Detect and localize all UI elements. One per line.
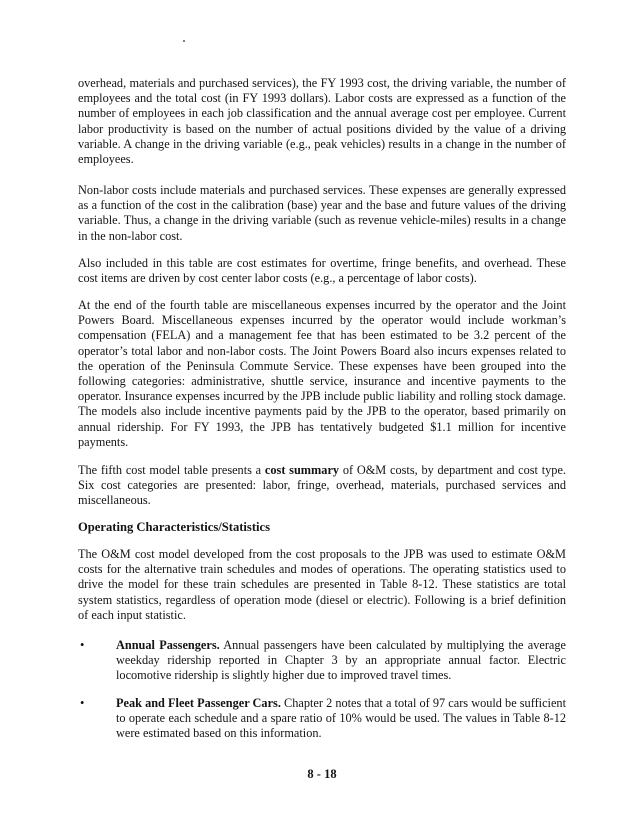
paragraph-text: The O&M cost model developed from the cost proposals to the JPB was used to estimate O&M costs for the alternative train schedules and modes of operations. The operating statistics used to drive the model for these train schedules are presented in Table 8-12. These statistics are total system statistics, regardless of operation mode (diesel or electric). Following is a brief definition of each input statistic.: [78, 547, 566, 622]
bullet-marker: •: [80, 696, 85, 710]
summary-bold-term: cost summary: [264, 463, 340, 477]
paragraph-text: overhead, materials and purchased services), the FY 1993 cost, the driving variable, the number of employees and the total cost (in FY 1993 dollars). Labor costs are expressed as a function of the number of employees in each job classification and the annual average cost per employee. Current labor productivity is based on the number of actual positions divided by the value of a driving variable. A change in the driving variable (e.g., peak vehicles) results in a change in the number of employees.: [78, 76, 566, 167]
scan-speck: [183, 40, 185, 42]
paragraph-operating-statistics: [78, 547, 566, 623]
bullet-text: [116, 696, 566, 742]
paragraph-text: Also included in this table are cost estimates for overtime, fringe benefits, and overhead. These cost items are driven by cost center labor costs (e.g., a percentage of labor costs).: [78, 256, 566, 286]
bullet-term: Annual Passengers.: [116, 638, 220, 652]
bullet-description: Chapter 2 notes that a total of 97 cars would be sufficient to operate each schedule and a spare ratio of 10% would be used. The values in Table 8-12 were estimated based on this information.: [116, 696, 566, 741]
paragraph-text: At the end of the fourth table are miscellaneous expenses incurred by the operator and the Joint Powers Board. Miscellaneous expenses incurred by the operator would include workman’s compensation (FELA) and a management fee that has been estimated to be 3.2 percent of the operator’s total labor and non-labor costs. The Joint Powers Board also incurs expenses related to the operation of the Peninsula Commute Service. These expenses have been grouped into the following categories: administrative, shuttle service, insurance and incentive payments to the operator. Insurance expenses incurred by the JPB include public liability and rolling stock damage. The models also include incentive payments paid by the JPB to the operator, based primarily on annual ridership. For FY 1993, the JPB has tentatively budgeted $1.1 million for incentive payments.: [78, 298, 566, 449]
page-number: 8 - 18: [307, 767, 337, 781]
bullet-passenger-cars: [78, 696, 566, 742]
bullet-description: Annual passengers have been calculated by multiplying the average weekday ridership reported in Chapter 3 by an appropriate annual factor. Electric locomotive ridership is slightly higher due to improved travel times.: [116, 638, 567, 683]
bullet-marker: •: [80, 638, 85, 652]
paragraph-labor-costs: [78, 76, 566, 167]
bullet-term: Peak and Fleet Passenger Cars.: [116, 696, 281, 710]
summary-text-after: of O&M costs, by department and cost type. Six cost categories are presented: labor, fringe, overhead, materials, purchased services and miscellaneous.: [78, 463, 566, 508]
section-heading: Operating Characteristics/Statistics: [78, 520, 271, 534]
bullet-text: [116, 638, 566, 684]
summary-text-before: The fifth cost model table presents a: [78, 463, 265, 477]
paragraph-text: Non-labor costs include materials and purchased services. These expenses are generally expressed as a function of the cost in the calibration (base) year and the base and future values of the driving variable. Thus, a change in the driving variable (such as revenue vehicle-miles) results in a change in the non-labor cost.: [78, 183, 566, 243]
paragraph-overhead: [78, 256, 566, 286]
bullet-annual-passengers: [78, 638, 566, 684]
paragraph-text: [78, 463, 566, 509]
paragraph-cost-summary: [78, 463, 566, 509]
paragraph-non-labor-costs: [78, 183, 566, 244]
paragraph-miscellaneous: [78, 298, 566, 450]
